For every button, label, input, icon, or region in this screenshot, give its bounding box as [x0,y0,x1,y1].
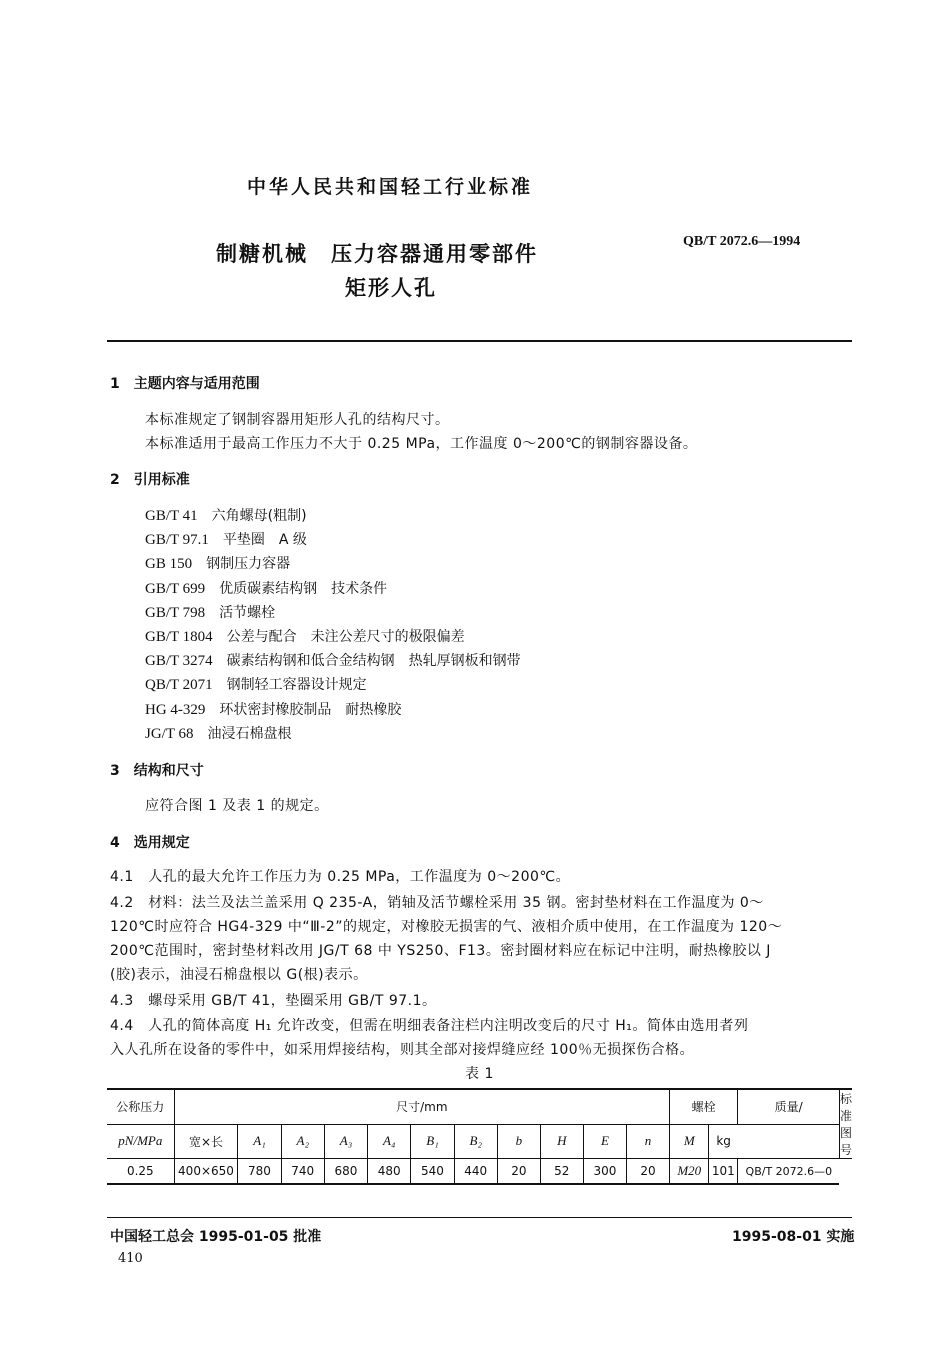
clause-4-1: 4.1 人孔的最大允许工作压力为 0.25 MPa，工作温度为 0～200℃。 [110,869,571,885]
effective-text: 1995-08-01 实施 [732,1229,855,1245]
sub-header: 宽×长 [174,1124,238,1158]
reference-code: JG/T 68 [145,725,194,742]
header-mass-unit: kg [709,1124,738,1158]
reference-item [145,650,521,670]
reference-title: 油浸石棉盘根 [207,725,292,742]
reference-code: GB/T 1804 [145,629,213,645]
reference-item [145,505,307,525]
clause-4-4-line: 4.4 人孔的简体高度 H₁ 允许改变，但需在明细表备注栏内注明改变后的尺寸 H₁。简体由选用者列 [110,1018,749,1034]
table-cell: 540 [411,1159,454,1185]
dimension-table [107,1088,852,1185]
reference-title: 公差与配合 未注公差尺寸的极限偏差 [226,629,465,645]
reference-item [145,602,275,622]
reference-title: 优质碳素结构钢 技术条件 [219,580,388,597]
sub-header: B₂ [454,1124,497,1158]
sub-header: B₁ [411,1124,454,1158]
sub-header: b [497,1124,540,1158]
sub-header: A₁ [238,1124,281,1158]
table-cell: 52 [540,1159,583,1185]
reference-code: GB/T 41 [145,508,198,524]
header-bolt: 螺栓 [670,1089,738,1124]
table-cell: 20 [627,1159,670,1185]
header-rule [107,340,852,342]
header-size: 尺寸/mm [174,1089,669,1124]
table-cell: 20 [497,1159,540,1185]
table-cell: 300 [583,1159,626,1185]
reference-title: 环状密封橡胶制品 耐热橡胶 [219,701,402,718]
table-cell: 740 [281,1159,324,1185]
reference-title: 活节螺栓 [219,604,276,621]
header-mass: 质量/ [738,1089,840,1124]
table-cell: M20 [670,1159,709,1185]
clause-4-2-line: 200℃范围时，密封垫材料改用 JG/T 68 中 YS250、F13。密封圈材料应在标记中注明，耐热橡胶以 J [110,943,771,959]
table-cell: QB/T 2072.6—0 [738,1159,840,1185]
page-number: 410 [118,1251,143,1266]
reference-code: GB 150 [145,556,193,573]
clause-4-2-line: 120℃时应符合 HG4-329 中“Ⅲ-2”的规定，对橡胶无损害的气、液相介质中使用，在工作温度为 120～ [110,919,783,935]
section-4-heading: 4 选用规定 [110,835,190,851]
reference-code: HG 4-329 [145,701,206,718]
section-3-para: 应符合图 1 及表 1 的规定。 [145,798,329,814]
table-caption: 表 1 [465,1066,494,1082]
sub-header: H [540,1124,583,1158]
sub-header: A₂ [281,1124,324,1158]
clause-4-2-line: 4.2 材料：法兰及法兰盖采用 Q 235-A，销轴及活节螺栓采用 35 钢。密封垫材料在工作温度为 0～ [110,895,764,911]
clause-4-3: 4.3 螺母采用 GB/T 41，垫圈采用 GB/T 97.1。 [110,993,437,1009]
clause-4-2-line: (胶)表示，油浸石棉盘根以 G(根)表示。 [110,967,368,983]
reference-title: 钢制轻工容器设计规定 [226,677,367,694]
reference-item [145,723,291,743]
sub-header: A₃ [324,1124,367,1158]
reference-item [145,699,401,719]
section-1-para-2: 本标准适用于最高工作压力不大于 0.25 MPa，工作温度 0～200℃的钢制容器设备。 [145,436,698,452]
sub-header: E [583,1124,626,1158]
header-standard-drawing: 标准图号 [839,1089,852,1159]
sub-header: A₄ [368,1124,411,1158]
reference-code: GB/T 97.1 [145,532,209,549]
clause-4-4-line: 入人孔所在设备的零件中，如采用焊接结构，则其全部对接焊缝应经 100％无损探伤合格。 [110,1042,695,1058]
reference-code: QB/T 2071 [145,677,213,694]
table-cell: 680 [324,1159,367,1185]
reference-title: 碳素结构钢和低合金结构钢 热轧厚钢板和钢带 [226,653,521,670]
table-cell: 780 [238,1159,281,1185]
table-cell: 0.25 [107,1159,174,1185]
section-1-heading: 1 主题内容与适用范围 [110,376,260,392]
reference-title: 六角螺母(粗制) [211,508,307,524]
reference-title: 平垫圈 A 级 [222,532,307,549]
reference-item [145,626,465,646]
reference-item [145,674,367,694]
reference-title: 钢制压力容器 [206,556,291,573]
table-cell: 400×650 [174,1159,238,1185]
section-1-para-1: 本标准规定了钢制容器用矩形人孔的结构尺寸。 [145,412,450,428]
footer-rule [107,1217,852,1218]
doc-title-line1: 制糖机械 压力容器通用零部件 [216,242,538,266]
header-pressure: 公称压力 [107,1089,174,1124]
sub-header: n [627,1124,670,1158]
table-cell: 440 [454,1159,497,1185]
reference-item [145,578,387,598]
reference-item [145,553,290,573]
doc-title-line2: 矩形人孔 [345,276,437,300]
table-cell: 101 [709,1159,738,1185]
table-cell: 480 [368,1159,411,1185]
reference-code: GB/T 798 [145,604,206,621]
reference-code: GB/T 3274 [145,653,213,670]
section-2-heading: 2 引用标准 [110,472,190,488]
reference-code: GB/T 699 [145,580,206,597]
org-title: 中华人民共和国轻工行业标准 [246,176,533,198]
standard-code: QB/T 2072.6—1994 [683,234,801,249]
header-pressure-unit: pN/MPa [107,1124,174,1158]
reference-item [145,529,307,549]
approval-text: 中国轻工总会 1995-01-05 批准 [110,1229,322,1245]
sub-header: M [670,1124,709,1158]
section-3-heading: 3 结构和尺寸 [110,763,204,779]
